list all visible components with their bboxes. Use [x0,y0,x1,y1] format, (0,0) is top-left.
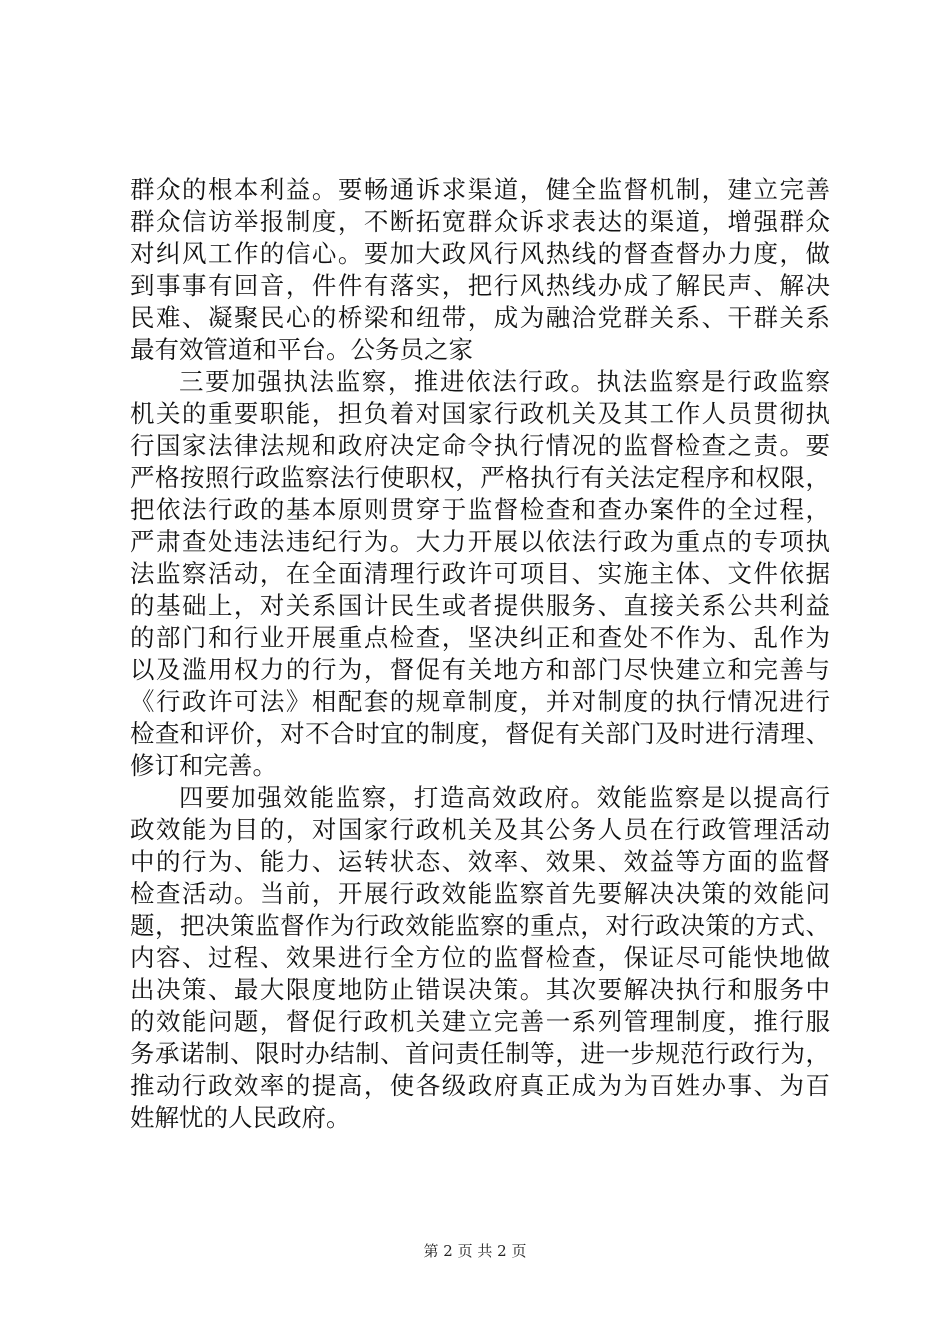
paragraph-line: 严肃查处违法违纪行为。大力开展以依法行政为重点的专项执 [130,527,830,556]
paragraph [130,174,830,366]
paragraph-line: 三要加强执法监察，推进依法行政。执法监察是行政监察 [179,367,830,396]
paragraph-line: 民难、凝聚民心的桥梁和纽带，成为融洽党群关系、干群关系 [130,303,830,332]
page-footer: 第 2 页 共 2 页 [423,1242,527,1260]
paragraph-line: 修订和完善。 [130,751,277,780]
paragraph-line: 机关的重要职能，担负着对国家行政机关及其工作人员贯彻执 [130,399,830,428]
paragraph-line: 检查和评价，对不合时宜的制度，督促有关部门及时进行清理、 [130,719,830,748]
paragraph-line: 出决策、最大限度地防止错误决策。其次要解决执行和服务中 [130,975,830,1004]
paragraph-line: 的基础上，对关系国计民生或者提供服务、直接关系公共利益 [130,591,830,620]
paragraph-line: 以及滥用权力的行为，督促有关地方和部门尽快建立和完善与 [130,655,830,684]
paragraph-line: 中的行为、能力、运转状态、效率、效果、效益等方面的监督 [130,847,830,876]
paragraph-line: 的效能问题，督促行政机关建立完善一系列管理制度，推行服 [130,1007,830,1036]
paragraph-line: 姓解忧的人民政府。 [130,1103,351,1132]
paragraph-line: 务承诺制、限时办结制、首问责任制等，进一步规范行政行为， [130,1039,830,1068]
paragraph-line: 题，把决策监督作为行政效能监察的重点，对行政决策的方式、 [130,911,830,940]
paragraph-line: 行国家法律法规和政府决定命令执行情况的监督检查之责。要 [130,431,830,460]
paragraph-line: 群众信访举报制度，不断拓宽群众诉求表达的渠道，增强群众 [130,207,830,236]
paragraph-line: 对纠风工作的信心。要加大政风行风热线的督查督办力度，做 [130,239,830,268]
paragraph-line: 把依法行政的基本原则贯穿于监督检查和查办案件的全过程， [130,495,830,524]
paragraph-line: 内容、过程、效果进行全方位的监督检查，保证尽可能快地做 [130,943,830,972]
paragraph-line: 群众的根本利益。要畅通诉求渠道，健全监督机制，建立完善 [130,175,830,204]
paragraph-line: 严格按照行政监察法行使职权，严格执行有关法定程序和权限， [130,463,830,492]
paragraph-line: 政效能为目的，对国家行政机关及其公务人员在行政管理活动 [130,815,830,844]
paragraph [130,366,830,782]
document-body [130,174,830,1134]
paragraph-line: 法监察活动，在全面清理行政许可项目、实施主体、文件依据 [130,559,830,588]
paragraph-line: 最有效管道和平台。公务员之家 [130,335,473,364]
paragraph-line: 推动行政效率的提高，使各级政府真正成为为百姓办事、为百 [130,1071,830,1100]
paragraph-line: 到事事有回音，件件有落实，把行风热线办成了解民声、解决 [130,271,830,300]
paragraph-line: 检查活动。当前，开展行政效能监察首先要解决决策的效能问 [130,879,830,908]
paragraph-line: 的部门和行业开展重点检查，坚决纠正和查处不作为、乱作为 [130,623,830,652]
paragraph-line: 《行政许可法》相配套的规章制度，并对制度的执行情况进行 [130,687,830,716]
paragraph [130,782,830,1134]
paragraph-line: 四要加强效能监察，打造高效政府。效能监察是以提高行 [179,783,830,812]
